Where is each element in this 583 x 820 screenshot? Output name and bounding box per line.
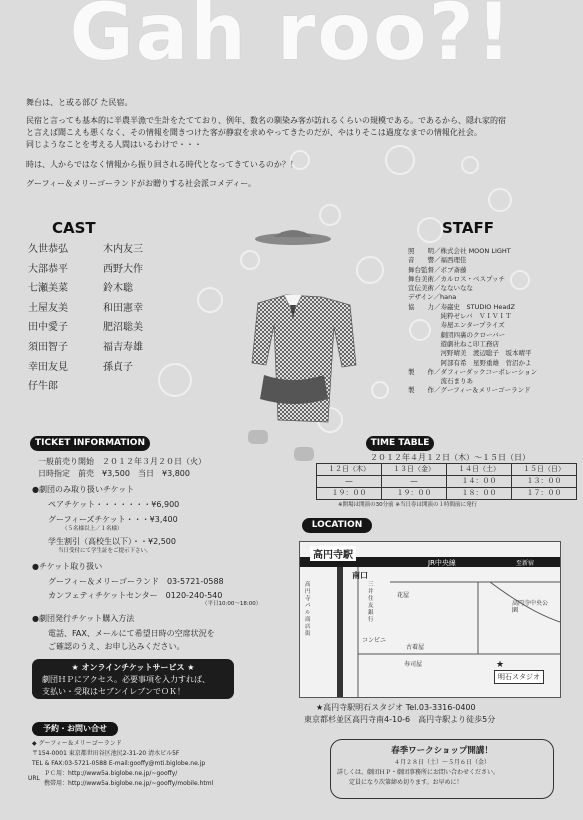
time-cell: １９：００ [317,488,382,500]
konbini-label: コンビニ [362,637,387,644]
contact-line: ◆ グーフィー＆メリーゴーランド [32,740,122,747]
cast-name: 孫貞子 [103,361,133,373]
station-label: 高円寺駅 [310,546,356,561]
cast-name: 幸田友見 [28,361,68,373]
timetable-row [317,488,577,500]
staff-line: 照 明／株式会社 MOON LIGHT [408,247,511,255]
contact-line: TEL & FAX:03-5721-0588 E-mail:gooffy@mti.biglobe.ne.jp [32,760,206,767]
ticket-note: （平日10:00～18:00） [202,601,262,607]
ticket-line: ご確認のうえ、お申し込みください。 [48,642,185,651]
staff-line: 寿屋エンタープライズ [408,321,505,330]
cast-name: 仔牛郎 [28,381,58,393]
time-cell: １４：００ [447,476,512,488]
online-ticket-box [32,659,234,699]
address-line: ★高円寺駅明石スタジオ Tel.03-3316-0400 [316,703,476,712]
cast-name: 福吉寿雄 [103,341,143,353]
bank-label: 三井住友銀行 [368,582,374,623]
ticket-line: ●チケット取り扱い [32,562,103,571]
ticket-line: カンフェティチケットセンター 0120-240-540 [48,591,223,600]
time-cell: １３：００ [512,476,577,488]
workshop-line: 定員になり次第締め切ります。お早めに！ [349,779,463,786]
timetable-table [316,463,577,500]
time-cell: １７：００ [512,488,577,500]
cast-name: 和田憲幸 [103,302,143,314]
ticket-line: 学生割引（高校生以下）・・¥2,500 [48,537,176,546]
staff-line: 宣伝美術／なないなな [408,284,473,293]
timetable-range: ２０１２年４月１２日（木）～１５日（日） [370,453,530,462]
staff-line: 純粋ゼレバ ＶＩＶＩＴ [408,312,512,321]
day-cell: １３日（金） [382,464,447,476]
ticket-line: グーフィー＆メリーゴーランド 03-5721-0588 [48,577,224,586]
online-ticket-line: 支払い・受取はセブンイレブンでＯＫ！ [42,687,185,696]
line-label: JR中央線 [428,559,456,567]
cast-header: CAST [52,219,96,237]
ticket-line: ●劇団のみ取り扱いチケット [32,485,135,494]
time-cell: ― [317,476,382,488]
time-cell: １９：００ [382,488,447,500]
shinjuku-label: 至新宿 [516,560,535,567]
intro-line: 同じようなことを考える人間はいるわけで・・・ [26,140,202,149]
pal-label: 高円寺パル商店街 [305,582,311,637]
timetable-header: TIME TABLE [366,436,434,451]
intro-line: 時は、人からではなく情報から振り回される時代となってきているのか？！ [26,160,298,169]
ticket-note: 当日受付にて学生証をご提示下さい。 [58,548,152,554]
ticket-line: 電話、FAX、メールにて希望日時の空席状況を [48,629,215,638]
day-cell: １２日（木） [317,464,382,476]
staff-header: STAFF [442,219,494,237]
ticket-note: （５名様以上／１名様） [62,526,123,532]
cast-name: 西野大作 [103,263,143,275]
location-map [299,541,561,698]
staff-line: 音 響／福西理佳 [408,256,467,265]
workshop-box [330,739,554,799]
ticket-info-header: TICKET INFORMATION [30,436,150,451]
ticket-line: グーフィーズチケット・・・¥3,400 [48,515,178,524]
staff-line: 舞台美術／カルロス・ベスプッチ [408,274,506,283]
staff-line: 阿部有希 星野重雄 菅沼かよ [408,358,532,367]
studio-map-label: 明石スタジオ [494,670,544,684]
cast-name: 久世恭弘 [28,244,68,255]
staff-line: 舞台監督／ボブ斎藤 [408,265,467,274]
cast-name: 土屋友美 [28,302,68,314]
cast-name: 田中愛子 [28,322,68,334]
intro-line: グーフィー＆メリーゴーランドがお贈りする社会派コメディー。 [26,179,256,188]
cast-name: 七瀬美菜 [28,283,68,295]
cast-right-column [103,244,143,381]
cast-name: 大部恭平 [28,263,68,275]
staff-line: 協 力／寿巌史 STUDIO HeadZ [408,302,515,311]
staff-line: 遊劇社ねこ印工務店 [408,339,499,348]
timetable-row [317,476,577,488]
cast-name: 木内友三 [103,244,143,255]
ticket-line: ペアチケット・・・・・・・¥6,900 [48,500,180,509]
intro-line: 舞台は、と或る部び た民宿。 [26,98,133,107]
hanaya-label: 花屋 [397,592,410,599]
contact-line: 〒154-0001 東京都世田谷区池尻2-31-20 清水ビル5F [32,750,180,757]
star-icon: ★ [496,660,505,670]
address-line: 東京都杉並区高円寺南4-10-6 高円寺駅より徒歩5分 [304,715,496,724]
url-label: URL [28,775,40,782]
page-title: Gah roo?! [69,0,514,78]
staff-line: 劇団四裏のクローバー [408,330,506,339]
workshop-title: 春季ワークショップ開講！ [391,746,493,756]
invisible-man-illustration [228,225,358,475]
staff-line: 河野晴美 渡辺聡子 坂本晴平 [408,349,532,358]
timetable-day-row [317,464,577,476]
location-header: LOCATION [302,518,372,533]
contact-header: 予約・お問い合せ [32,722,118,736]
intro-line: と言えば聞こえも悪くなく、その情報を聞きつけた客が静寂を求めやってきたのだが、やはりそこは過度なまでの情報化社会。 [26,128,482,137]
sushi-label: 寿司屋 [404,661,423,668]
mobile-url-link[interactable]: 携帯用：http://www5a.biglobe.ne.jp/~gooffy/mobile.html [44,780,214,787]
online-ticket-title: ★ オンラインチケットサービス ★ [71,663,195,672]
staff-list [408,247,537,396]
ticket-line: ●劇団発行チケット購入方法 [32,614,135,623]
south-exit-label: 南口 [352,571,368,580]
park-label: 高円寺中央公園 [512,600,549,614]
ticket-line: 日時指定 前売 ¥3,500 当日 ¥3,800 [38,469,190,478]
time-cell: ― [382,476,447,488]
timetable-note: ※開場は開演の30分前 ※当日券は開演の１時間前に発行 [338,502,477,508]
intro-line: 民宿と言っても基本的に半農半漁で生計をたてており、例年、数名の馴染み客が訪れるくらいの規模である。であるから、隠れ家的宿 [26,116,506,125]
furugi-label: 古着屋 [406,644,425,651]
cast-name: 須田智子 [28,341,68,353]
staff-line: 製 作／グーフィー＆メリーゴーランド [408,386,531,395]
pc-url-link[interactable]: ＰＣ用：http://www5a.biglobe.ne.jp/~gooffy/ [44,770,178,777]
cast-name: 鈴木聡 [103,283,133,295]
time-cell: １８：００ [447,488,512,500]
day-cell: １４日（土） [447,464,512,476]
cast-name: 肥沼聡美 [103,322,143,334]
online-ticket-line: 劇団ＨＰにアクセス。必要事項を入力すれば、 [42,675,210,684]
workshop-line: 詳しくは、劇団ＨＰ・劇団事務所にお問い合わせください。 [337,769,500,776]
workshop-dates: ４月２８日（土）～５月６日（金） [393,759,490,766]
cast-left-column [28,244,68,401]
staff-line: デザイン／hana [408,293,457,302]
ticket-line: 一般前売り開始 ２０１２年３月２０日（火） [38,457,206,466]
day-cell: １５日（日） [512,464,577,476]
staff-line: 流石まりあ [408,377,473,386]
staff-line: 製 作／ダフィーダックコーポレーション [408,367,538,376]
